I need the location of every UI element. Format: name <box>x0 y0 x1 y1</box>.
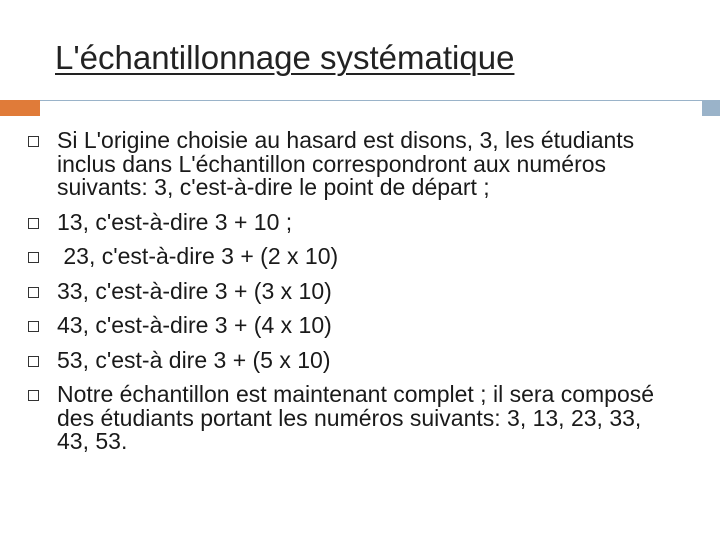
bullet-item <box>28 277 668 304</box>
bullet-text: 53, c'est-à dire 3 + (5 x 10) <box>57 346 331 373</box>
bullet-text: 33, c'est-à-dire 3 + (3 x 10) <box>57 277 332 304</box>
square-bullet-icon <box>28 218 39 229</box>
bullet-text: 23, c'est-à-dire 3 + (2 x 10) <box>57 243 339 269</box>
bullet-item <box>28 314 668 338</box>
bullet-item <box>28 245 668 269</box>
square-bullet-icon <box>28 252 39 263</box>
bullet-text: Si L'origine choisie au hasard est disons, 3, les étudiants inclus dans L'échantillon correspondront aux numéros suivants: 3, c'est-à-dire le point de départ ; <box>57 127 635 200</box>
bullet-item <box>28 129 668 200</box>
square-bullet-icon <box>28 287 39 298</box>
bullet-list <box>28 129 668 465</box>
bullet-item <box>28 383 668 454</box>
bullet-text: 43, c'est-à-dire 3 + (4 x 10) <box>57 312 332 338</box>
accent-bar-orange <box>0 100 40 116</box>
slide-title: L'échantillonnage systématique <box>55 39 515 76</box>
bullet-item <box>28 208 668 235</box>
bullet-item <box>28 346 668 373</box>
square-bullet-icon <box>28 356 39 367</box>
accent-square-blue <box>702 100 720 116</box>
square-bullet-icon <box>28 321 39 332</box>
title-divider-line <box>40 100 720 101</box>
square-bullet-icon <box>28 136 39 147</box>
square-bullet-icon <box>28 390 39 401</box>
bullet-text: 13, c'est-à-dire 3 + 10 ; <box>57 208 293 235</box>
bullet-text: Notre échantillon est maintenant complet ; il sera composé des étudiants portant les numéros suivants: 3, 13, 23, 33, 43, 53. <box>57 381 655 454</box>
